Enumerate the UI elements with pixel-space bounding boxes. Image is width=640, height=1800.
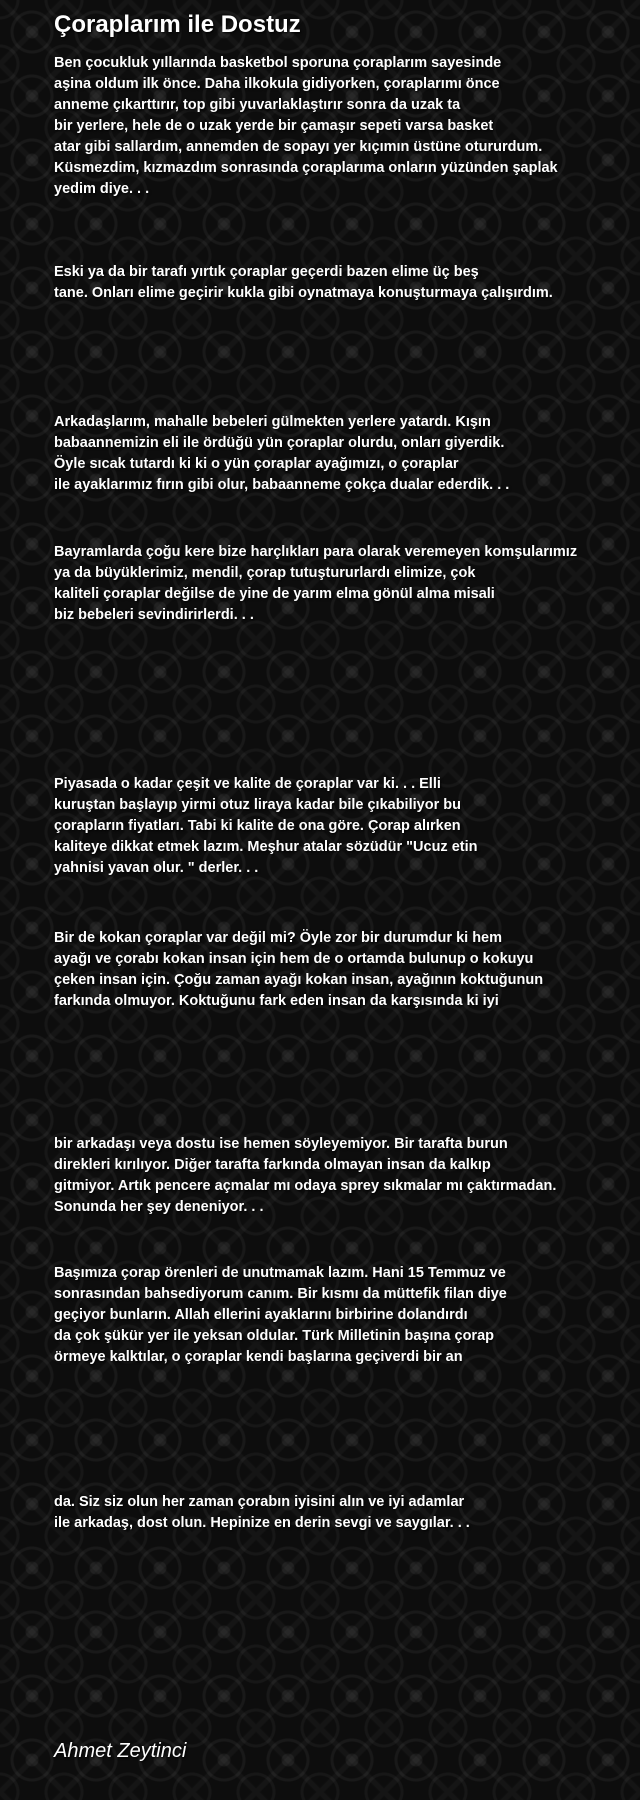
poem-line: sonrasından bahsediyorum canım. Bir kısmı da müttefik filan diye [54,1286,507,1302]
poem-line: ile arkadaş, dost olun. Hepinize en derin sevgi ve saygılar. . . [54,1515,470,1531]
poem-line: kaliteye dikkat etmek lazım. Meşhur atalar sözüdür "Ucuz etin [54,839,478,855]
poem-line: Öyle sıcak tutardı ki ki o yün çoraplar ayağımızı, o çoraplar [54,456,459,472]
poem-title: Çoraplarım ile Dostuz [54,11,301,38]
poem-line: yahnisi yavan olur. " derler. . . [54,860,259,876]
poem-line: ile ayaklarımız fırın gibi olur, babaanneme çokça dualar ederdik. . . [54,477,510,493]
poem-line: biz bebeleri sevindirirlerdi. . . [54,607,254,623]
poem-line: çeken insan için. Çoğu zaman ayağı kokan insan, ayağının koktuğunun [54,972,544,988]
stanza-9 [54,1492,640,1534]
stanza-6 [54,928,640,1012]
stanza-7 [54,1134,640,1218]
poem-line: da çok şükür yer ile yeksan oldular. Türk Milletinin başına çorap [54,1328,494,1344]
poem-line: bir arkadaşı veya dostu ise hemen söyleyemiyor. Bir tarafta burun [54,1136,508,1152]
poem-line: Eski ya da bir tarafı yırtık çoraplar geçerdi bazen elime üç beş [54,264,479,280]
poem-line: geçiyor bunların. Allah ellerini ayaklarını birbirine dolandırdı [54,1307,468,1323]
poem-author: Ahmet Zeytinci [54,1740,187,1762]
poem-line: kaliteli çoraplar değilse de yine de yarım elma gönül alma misali [54,586,495,602]
poem-line: Arkadaşlarım, mahalle bebeleri gülmekten yerlere yatardı. Kışın [54,414,491,430]
poem-line: aşina oldum ilk önce. Daha ilkokula gidiyorken, çoraplarımı önce [54,76,500,92]
poem-line: atar gibi sallardım, annemden de sopayı yer kıçımın üstüne otururdum. [54,139,543,155]
poem-line: Sonunda her şey deneniyor. . . [54,1199,264,1215]
poem-line: Başımıza çorap örenleri de unutmamak lazım. Hani 15 Temmuz ve [54,1265,506,1281]
stanza-2 [54,262,640,304]
poem-line: tane. Onları elime geçirir kukla gibi oynatmaya konuşturmaya çalışırdım. [54,285,553,301]
stanza-8 [54,1263,640,1368]
stanza-1 [54,53,640,200]
poem-line: yedim diye. . . [54,181,150,197]
poem-line: çorapların fiyatları. Tabi ki kalite de ona göre. Çorap alırken [54,818,461,834]
poem-line: ya da büyüklerimiz, mendil, çorap tutuştururlardı elimize, çok [54,565,476,581]
stanza-3 [54,412,640,496]
stanza-4 [54,542,640,626]
poem-line: Bir de kokan çoraplar var değil mi? Öyle zor bir durumdur ki hem [54,930,503,946]
poem-line: Ben çocukluk yıllarında basketbol sporuna çoraplarım sayesinde [54,55,502,71]
poem-line: ayağı ve çorabı kokan insan için hem de o ortamda bulunup o kokuyu [54,951,534,967]
poem-line: Küsmezdim, kızmazdım sonrasında çoraplarıma onların yüzünden şaplak [54,160,558,176]
poem-line: farkında olmuyor. Koktuğunu fark eden insan da karşısında ki iyi [54,993,499,1009]
poem-line: da. Siz siz olun her zaman çorabın iyisini alın ve iyi adamlar [54,1494,465,1510]
poem-line: gitmiyor. Artık pencere açmalar mı odaya sprey sıkmalar mı çaktırmadan. [54,1178,557,1194]
poem-line: anneme çıkarttırır, top gibi yuvarlaklaştırır sonra da uzak ta [54,97,461,113]
poem-line: bir yerlere, hele de o uzak yerde bir çamaşır sepeti varsa basket [54,118,494,134]
poem-line: örmeye kalktılar, o çoraplar kendi başlarına geçiverdi bir an [54,1349,463,1365]
poem-line: Bayramlarda çoğu kere bize harçlıkları para olarak veremeyen komşularımız [54,544,578,560]
poem-line: babaannemizin eli ile ördüğü yün çoraplar olurdu, onları giyerdik. [54,435,505,451]
poem-line: Piyasada o kadar çeşit ve kalite de çoraplar var ki. . . Elli [54,776,441,792]
poem-line: kuruştan başlayıp yirmi otuz liraya kadar bile çıkabiliyor bu [54,797,461,813]
stanza-5 [54,774,640,879]
poem-line: direkleri kırılıyor. Diğer tarafta farkında olmayan insan da kalkıp [54,1157,491,1173]
